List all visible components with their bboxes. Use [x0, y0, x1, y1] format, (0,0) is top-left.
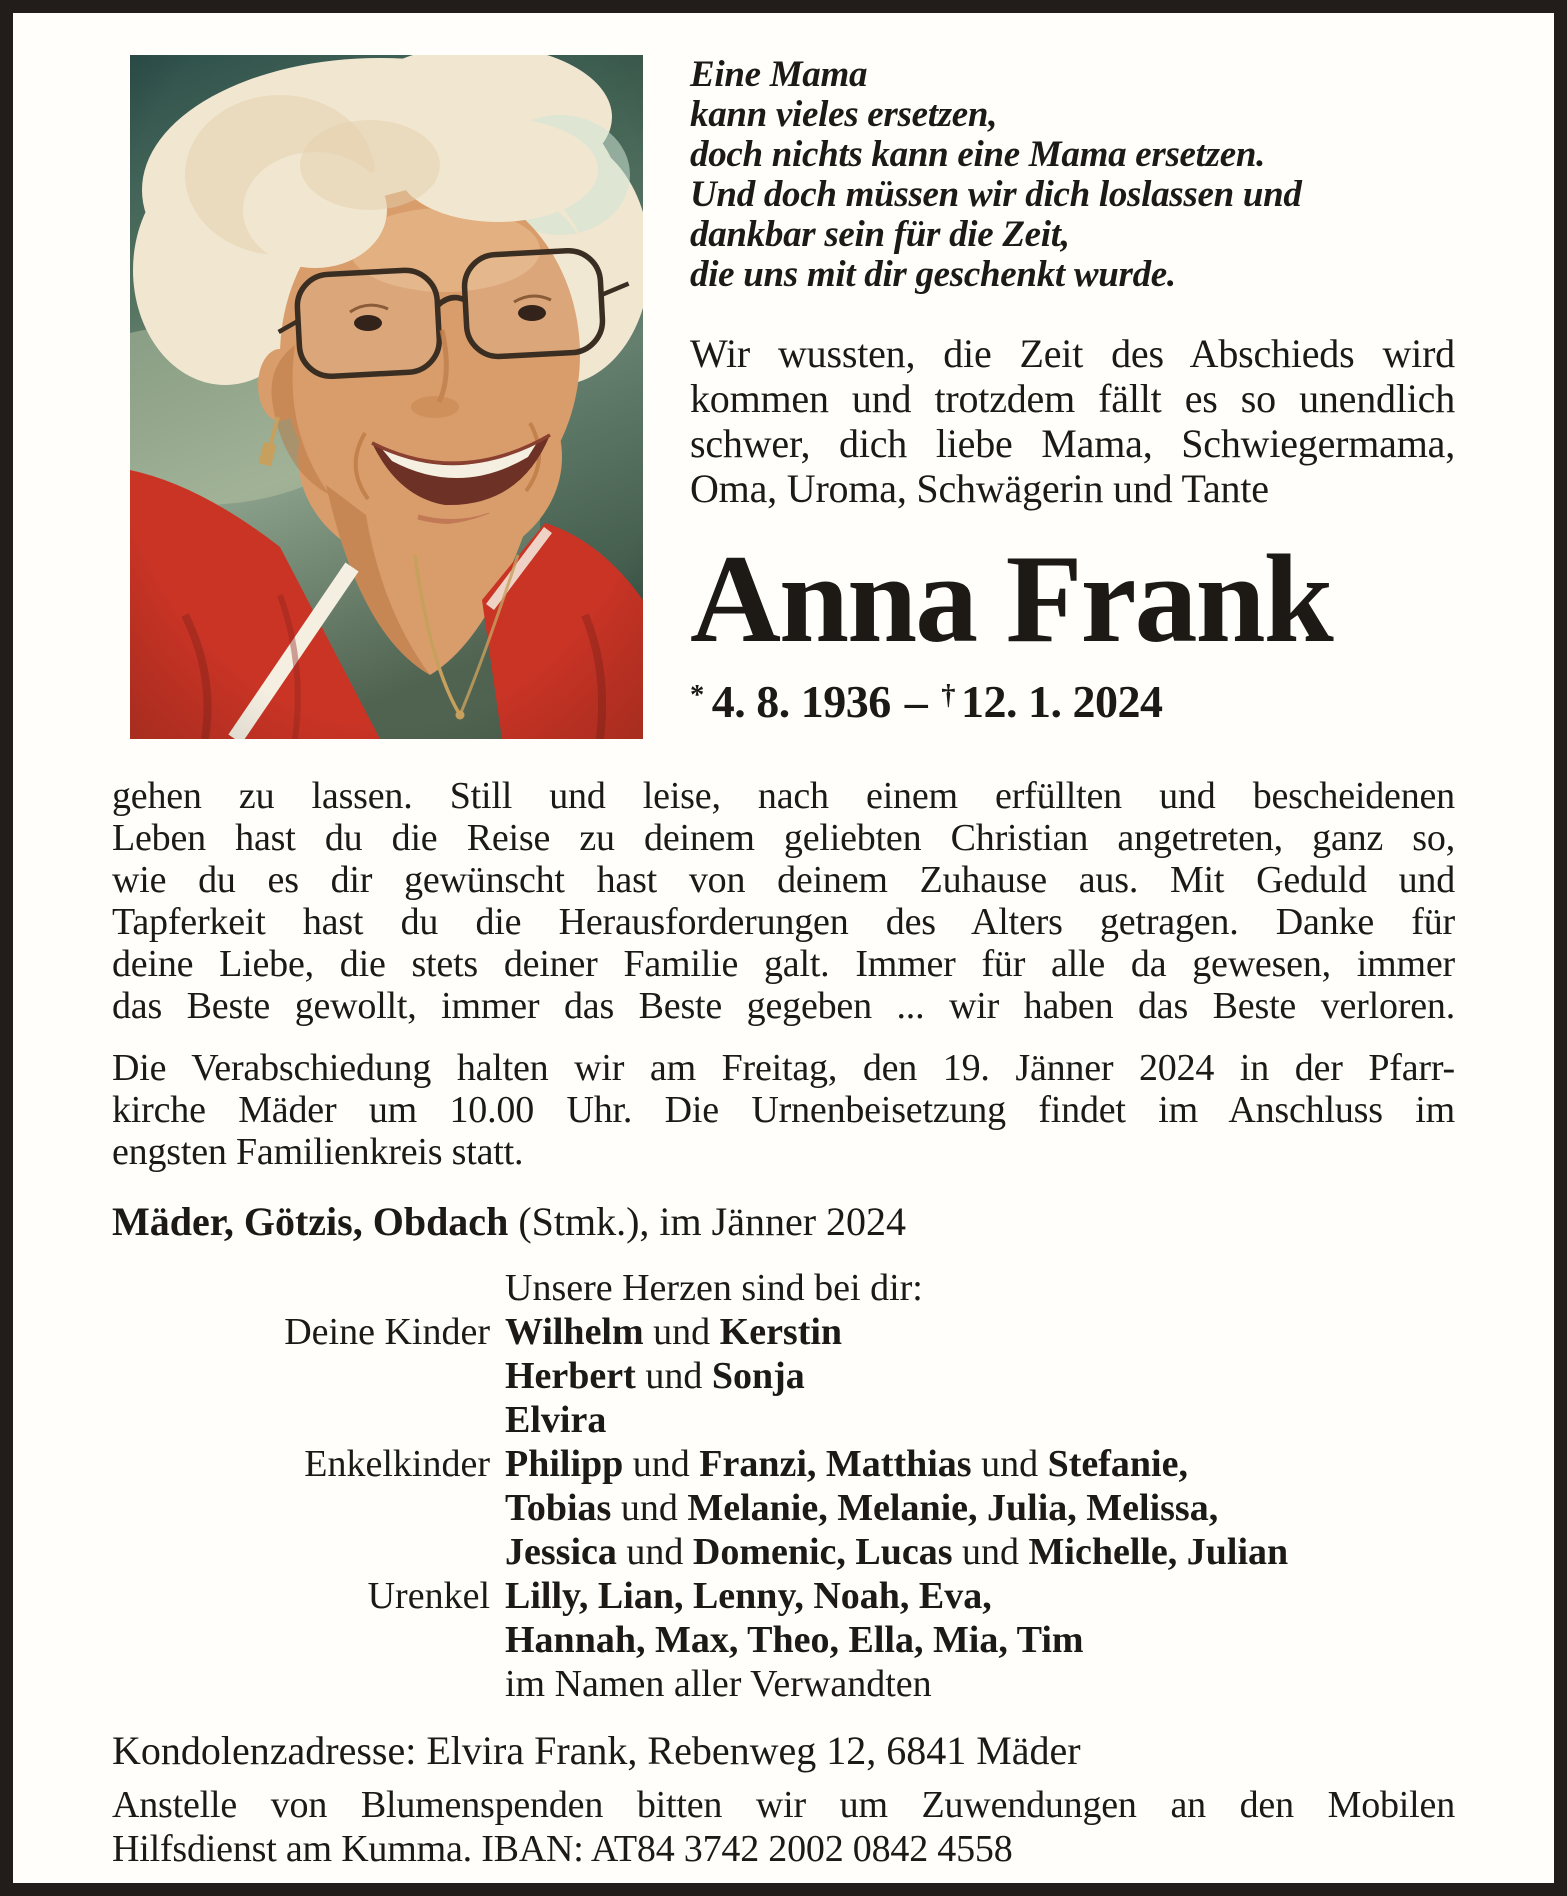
text-segment: und: [971, 1443, 1048, 1485]
text-line: wie du es dir gewünscht hast von deinem Zuhause aus. Mit Geduld und: [112, 859, 1455, 901]
birth-symbol: *: [690, 680, 704, 712]
family-names: [505, 1486, 1455, 1530]
family-member-name: Domenic, Lucas: [692, 1531, 953, 1573]
family-row: [112, 1530, 1455, 1574]
text-segment: und: [623, 1443, 700, 1485]
family-member-name: Herbert: [505, 1355, 636, 1397]
family-row: [112, 1398, 1455, 1442]
family-names: [505, 1266, 1455, 1310]
text-line: Tapferkeit hast du die Herausforderungen des Alters getragen. Danke für: [112, 901, 1455, 943]
family-list: [112, 1266, 1455, 1706]
text-segment: und: [635, 1355, 712, 1397]
family-member-name: Michelle, Julian: [1028, 1531, 1289, 1573]
family-member-name: Lilly, Lian, Lenny, Noah, Eva,: [505, 1575, 992, 1617]
text-line: Oma, Uroma, Schwägerin und Tante: [690, 466, 1269, 511]
family-row: [112, 1310, 1455, 1354]
family-member-name: Elvira: [505, 1399, 607, 1441]
family-row: [112, 1442, 1455, 1486]
funeral-details: [112, 1047, 1455, 1173]
family-role-label: [112, 1354, 505, 1398]
text-line: Leben hast du die Reise zu deinem geliebten Christian angetreten, ganz so,: [112, 817, 1455, 859]
text-segment: und: [616, 1531, 693, 1573]
memorial-poem: [690, 55, 1455, 295]
death-date: 12. 1. 2024: [961, 676, 1163, 727]
intro-paragraph: [690, 331, 1455, 511]
family-role-label: Urenkel: [367, 1575, 490, 1617]
deceased-name: Anna Frank: [690, 530, 1332, 669]
text-line: gehen zu lassen. Still und leise, nach einem erfüllten und bescheidenen: [112, 775, 1455, 817]
portrait-photo: [130, 55, 643, 739]
text-line: Die Verabschiedung halten wir am Freitag, den 19. Jänner 2024 in der Pfarr-: [112, 1047, 1455, 1089]
text-line: Hilfsdienst am Kumma. IBAN: AT84 3742 2002 0842 4558: [112, 1828, 1013, 1870]
family-names: [505, 1398, 1455, 1442]
family-row: [112, 1662, 1455, 1706]
right-column: [690, 55, 1455, 739]
family-role-label: [112, 1662, 505, 1706]
text-segment: und: [611, 1487, 688, 1529]
family-member-name: Melanie, Melanie, Julia, Melissa,: [687, 1487, 1219, 1529]
condolence-address: Kondolenzadresse: Elvira Frank, Rebenweg 12, 6841 Mäder: [112, 1728, 1081, 1773]
dates-separator: –: [904, 676, 928, 727]
text-segment: und: [952, 1531, 1029, 1573]
family-names: [505, 1354, 1455, 1398]
text-line: engsten Familienkreis statt.: [112, 1131, 524, 1173]
text-line: das Beste gewollt, immer das Beste gegeben ... wir haben das Beste verloren.: [112, 985, 1455, 1027]
family-names: [505, 1530, 1455, 1574]
family-names: [505, 1662, 1455, 1706]
family-names: [505, 1618, 1455, 1662]
obituary-text: [112, 775, 1455, 1027]
portrait-illustration: [130, 55, 643, 739]
text-line: die uns mit dir geschenkt wurde.: [690, 254, 1176, 295]
family-row: [112, 1266, 1455, 1310]
family-role-label: [112, 1486, 505, 1530]
text-line: schwer, dich liebe Mama, Schwiegermama,: [690, 421, 1455, 466]
family-row: [112, 1618, 1455, 1662]
text-line: doch nichts kann eine Mama ersetzen.: [690, 134, 1266, 175]
family-member-name: Jessica: [505, 1531, 617, 1573]
birth-date: 4. 8. 1936: [711, 676, 891, 727]
death-symbol: †: [941, 680, 956, 712]
family-names: [505, 1310, 1455, 1354]
family-row: [112, 1486, 1455, 1530]
family-member-name: Wilhelm: [505, 1311, 644, 1353]
donation-note: [112, 1783, 1455, 1871]
dateline-rest: (Stmk.), im Jänner 2024: [508, 1199, 907, 1244]
family-member-name: Hannah, Max, Theo, Ella, Mia, Tim: [505, 1619, 1084, 1661]
family-role-label: [112, 1398, 505, 1442]
text-line: Anstelle von Blumenspenden bitten wir um Zuwendungen an den Mobilen: [112, 1784, 1455, 1826]
dateline-places: Mäder, Götzis, Obdach: [112, 1199, 509, 1244]
text-line: Und doch müssen wir dich loslassen und: [690, 174, 1302, 215]
text-segment: im Namen aller Verwandten: [505, 1663, 932, 1705]
family-row: [112, 1574, 1455, 1618]
family-member-name: Philipp: [505, 1443, 624, 1485]
family-row: [112, 1354, 1455, 1398]
family-member-name: Stefanie,: [1047, 1443, 1188, 1485]
family-role-label: [112, 1266, 505, 1310]
family-member-name: Sonja: [711, 1355, 805, 1397]
life-dates: [690, 675, 1455, 728]
text-line: kommen und trotzdem fällt es so unendlich: [690, 376, 1455, 421]
dateline: [112, 1199, 1455, 1244]
top-section: [112, 55, 1455, 739]
obituary-sheet: [13, 13, 1554, 1883]
family-names: [505, 1574, 1455, 1618]
text-line: kann vieles ersetzen,: [690, 94, 998, 135]
text-line: Eine Mama: [690, 54, 868, 95]
family-names: [505, 1442, 1455, 1486]
family-role-label: [112, 1618, 505, 1662]
family-member-name: Tobias: [505, 1487, 612, 1529]
family-member-name: Kerstin: [719, 1311, 843, 1353]
text-line: dankbar sein für die Zeit,: [690, 214, 1070, 255]
text-line: deine Liebe, die stets deiner Familie galt. Immer für alle da gewesen, immer: [112, 943, 1455, 985]
family-role-label: Enkelkinder: [304, 1443, 490, 1485]
family-role-label: Deine Kinder: [284, 1311, 490, 1353]
portrait-vignette: [130, 55, 643, 739]
text-segment: Unsere Herzen sind bei dir:: [505, 1267, 923, 1309]
text-segment: und: [643, 1311, 720, 1353]
family-role-label: [112, 1530, 505, 1574]
text-line: Wir wussten, die Zeit des Abschieds wird: [690, 331, 1455, 376]
text-line: kirche Mäder um 10.00 Uhr. Die Urnenbeisetzung findet im Anschluss im: [112, 1089, 1455, 1131]
family-member-name: Franzi, Matthias: [699, 1443, 972, 1485]
